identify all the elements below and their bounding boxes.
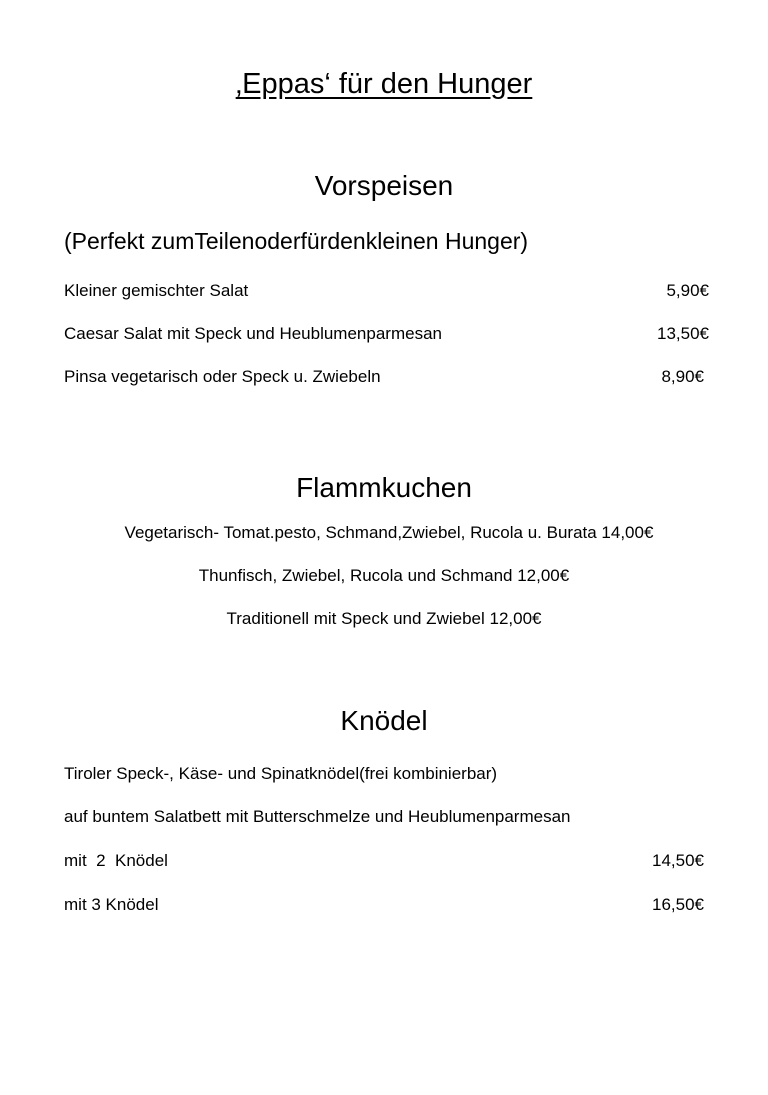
section-heading-flammkuchen: Flammkuchen xyxy=(296,472,472,503)
menu-item-price: 14,50€ xyxy=(652,851,704,870)
section-subtitle-vorspeisen: (Perfekt zumTeilenoderfürdenkleinen Hunger) xyxy=(64,228,529,254)
menu-item-name: mit 3 Knödel xyxy=(64,895,159,914)
menu-item-price: 13,50€ xyxy=(657,324,709,343)
menu-item-price: 16,50€ xyxy=(652,895,704,914)
section-heading-knoedel: Knödel xyxy=(340,705,428,736)
menu-item-name: Caesar Salat mit Speck und Heublumenparmesan xyxy=(64,324,442,343)
menu-item-name: mit 2 Knödel xyxy=(64,851,168,870)
menu-item-price: 8,90€ xyxy=(661,367,704,386)
section-heading-vorspeisen: Vorspeisen xyxy=(314,170,454,201)
menu-item-price: 5,90€ xyxy=(666,281,709,300)
flammkuchen-item: Vegetarisch- Tomat.pesto, Schmand,Zwiebel, Rucola u. Burata 14,00€ xyxy=(124,523,654,542)
flammkuchen-item: Thunfisch, Zwiebel, Rucola und Schmand 12,00€ xyxy=(198,566,570,585)
knoedel-description: Tiroler Speck-, Käse- und Spinatknödel(frei kombinierbar) xyxy=(64,764,498,783)
knoedel-description: auf buntem Salatbett mit Butterschmelze und Heublumenparmesan xyxy=(64,807,571,826)
menu-title: ‚Eppas‘ für den Hunger xyxy=(235,68,533,100)
menu-item-name: Pinsa vegetarisch oder Speck u. Zwiebeln xyxy=(64,367,381,386)
flammkuchen-item: Traditionell mit Speck und Zwiebel 12,00€ xyxy=(226,609,542,628)
menu-item-name: Kleiner gemischter Salat xyxy=(64,281,249,300)
